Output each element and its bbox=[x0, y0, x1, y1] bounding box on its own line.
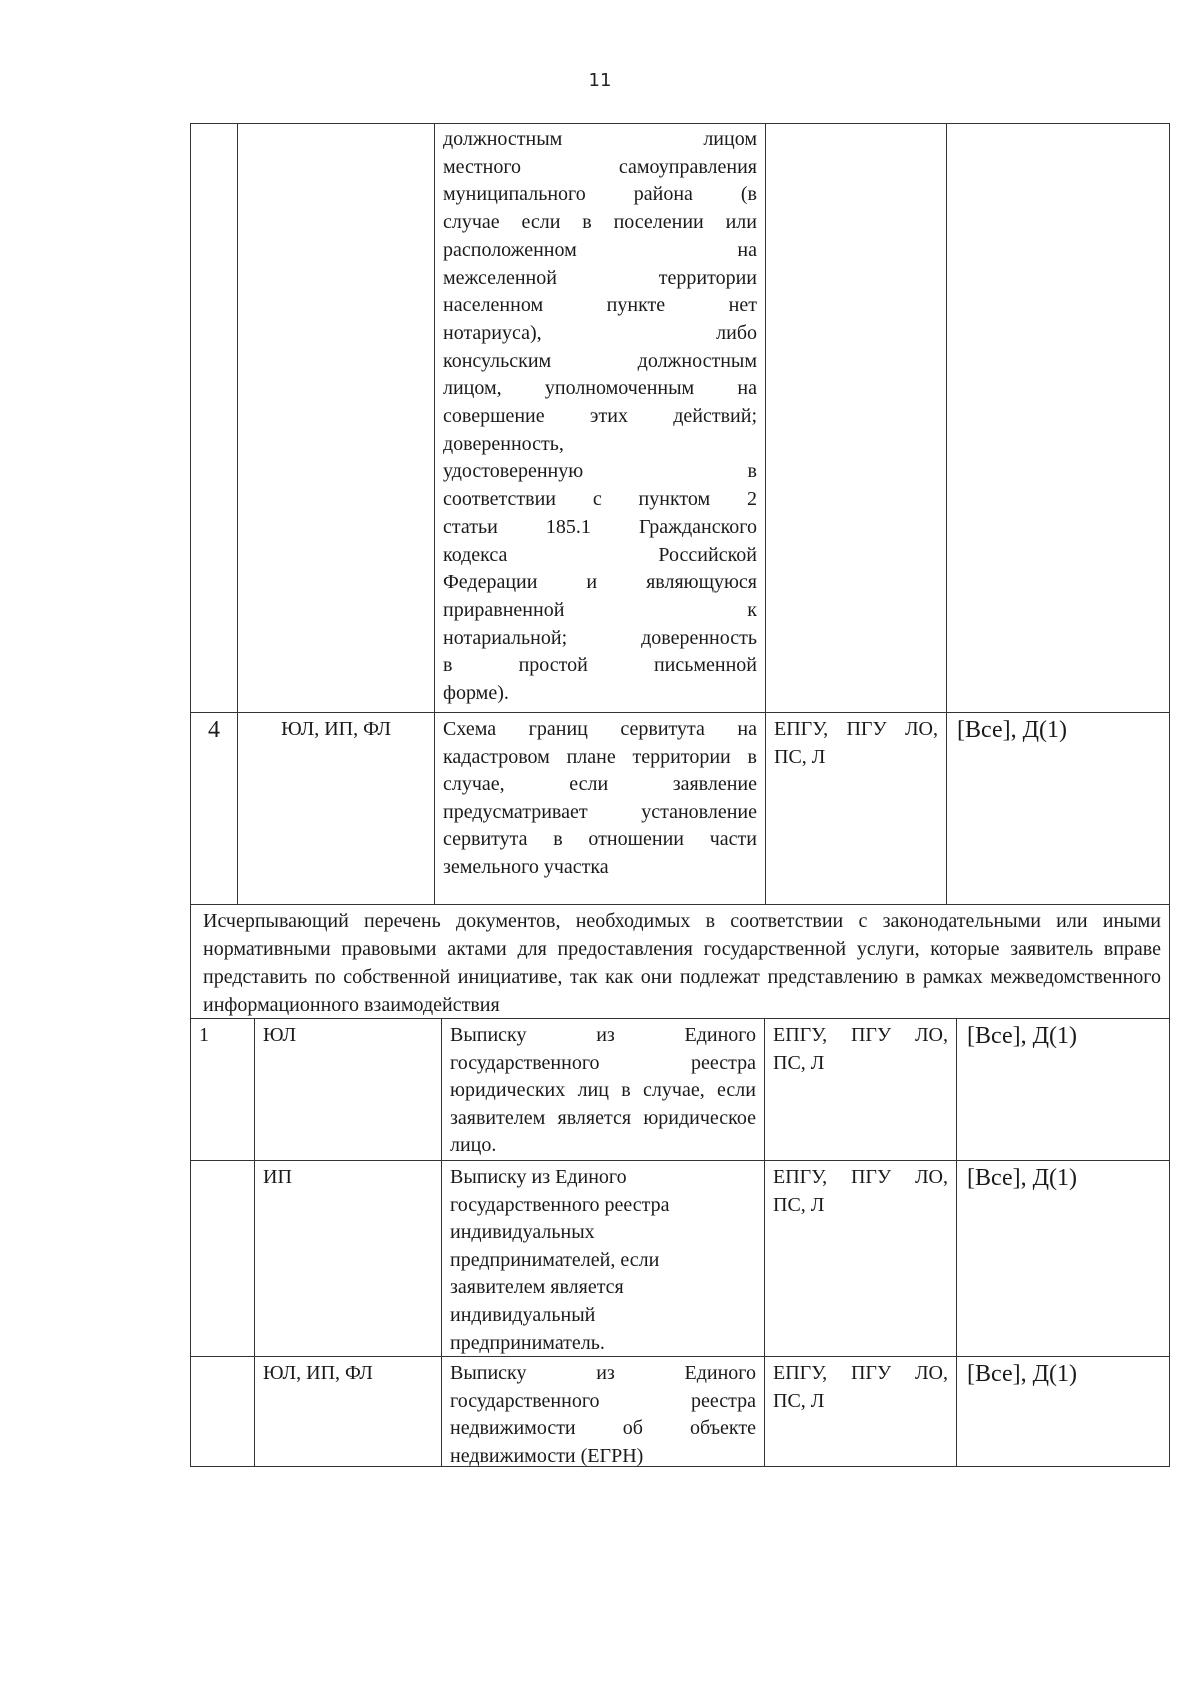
table2-row3-channel: ЕПГУ, ПГУ ЛО, ПС, Л bbox=[764, 1356, 957, 1467]
continuation-line: населенном пункте нет bbox=[443, 294, 757, 317]
table2-row2-status: [Все], Д(1) bbox=[956, 1160, 1170, 1357]
table1-cont-num-cell bbox=[190, 123, 238, 713]
continuation-line: соответствии с пунктом 2 bbox=[443, 488, 757, 511]
continuation-line: совершение этих действий; bbox=[443, 405, 757, 428]
table2-row3-status: [Все], Д(1) bbox=[956, 1356, 1170, 1467]
table1-cont-channel-cell bbox=[765, 123, 947, 713]
continuation-line: муниципального района (в bbox=[443, 183, 757, 206]
table2-row1-status: [Все], Д(1) bbox=[956, 1018, 1170, 1161]
continuation-line: удостоверенную в bbox=[443, 460, 757, 483]
table1-row4-num: 4 bbox=[190, 712, 238, 905]
continuation-line: в простой письменной bbox=[443, 654, 757, 677]
table1-row4-status: [Все], Д(1) bbox=[946, 712, 1170, 905]
table2-row1-channel: ЕПГУ, ПГУ ЛО, ПС, Л bbox=[764, 1018, 957, 1161]
table2-row3-num bbox=[190, 1356, 255, 1467]
table2-row2-channel: ЕПГУ, ПГУ ЛО, ПС, Л bbox=[764, 1160, 957, 1357]
table1-row4-channel: ЕПГУ, ПГУ ЛО, ПС, Л bbox=[765, 712, 947, 905]
continuation-line: межселенной территории bbox=[443, 266, 757, 289]
continuation-line: консульским должностным bbox=[443, 349, 757, 372]
table2-row1-applicant: ЮЛ bbox=[254, 1018, 442, 1161]
table2-row1-document: Выписку из Единого государственного реестра юридических лиц в случае, если заявителем является юридическое лицо. bbox=[441, 1018, 765, 1161]
section-heading: Исчерпывающий перечень документов, необходимых в соответствии с законодательными или иными нормативными правовыми актами для предоставления государственной услуги, которые заявитель вправе представить по собственной инициативе, так как они подлежат представлению в рамках межведомственного информационного взаимодействия bbox=[190, 904, 1170, 1019]
continuation-line: нотариальной; доверенность bbox=[443, 626, 757, 649]
table1-row4-document: Схема границ сервитута на кадастровом плане территории в случае, если заявление предусматривает установление сервитута в отношении части земельного участка bbox=[434, 712, 766, 905]
continuation-line: статьи 185.1 Гражданского bbox=[443, 515, 757, 538]
continuation-line: лицом, уполномоченным на bbox=[443, 377, 757, 400]
table1-row4-applicant: ЮЛ, ИП, ФЛ bbox=[237, 712, 435, 905]
continuation-line: местного самоуправления bbox=[443, 155, 757, 178]
page-number: 11 bbox=[588, 70, 612, 91]
continuation-line: расположенном на bbox=[443, 238, 757, 261]
table2-row2-applicant: ИП bbox=[254, 1160, 442, 1357]
table2-row2-num bbox=[190, 1160, 255, 1357]
table2-row3-document: Выписку из Единого государственного реестра недвижимости об объекте недвижимости (ЕГРН) bbox=[441, 1356, 765, 1467]
table1-cont-applicant-cell bbox=[237, 123, 435, 713]
continuation-line: должностным лицом bbox=[443, 128, 757, 150]
continuation-line: нотариуса), либо bbox=[443, 321, 757, 344]
table2-row3-applicant: ЮЛ, ИП, ФЛ bbox=[254, 1356, 442, 1467]
continuation-line: Федерации и являющуюся bbox=[443, 571, 757, 594]
continuation-line: доверенность, bbox=[443, 432, 564, 455]
continuation-line: приравненной к bbox=[443, 598, 757, 621]
table1-cont-document-cell bbox=[434, 123, 766, 713]
continuation-line: форме). bbox=[443, 682, 509, 705]
table2-row2-document: Выписку из Единого государственного реестра индивидуальных предпринимателей, если заявителем является индивидуальный предприниматель. bbox=[441, 1160, 765, 1357]
continuation-line: кодекса Российской bbox=[443, 543, 757, 566]
table1-cont-status-cell bbox=[946, 123, 1170, 713]
continuation-line: случае если в поселении или bbox=[443, 211, 757, 234]
table2-row1-num: 1 bbox=[190, 1018, 255, 1161]
